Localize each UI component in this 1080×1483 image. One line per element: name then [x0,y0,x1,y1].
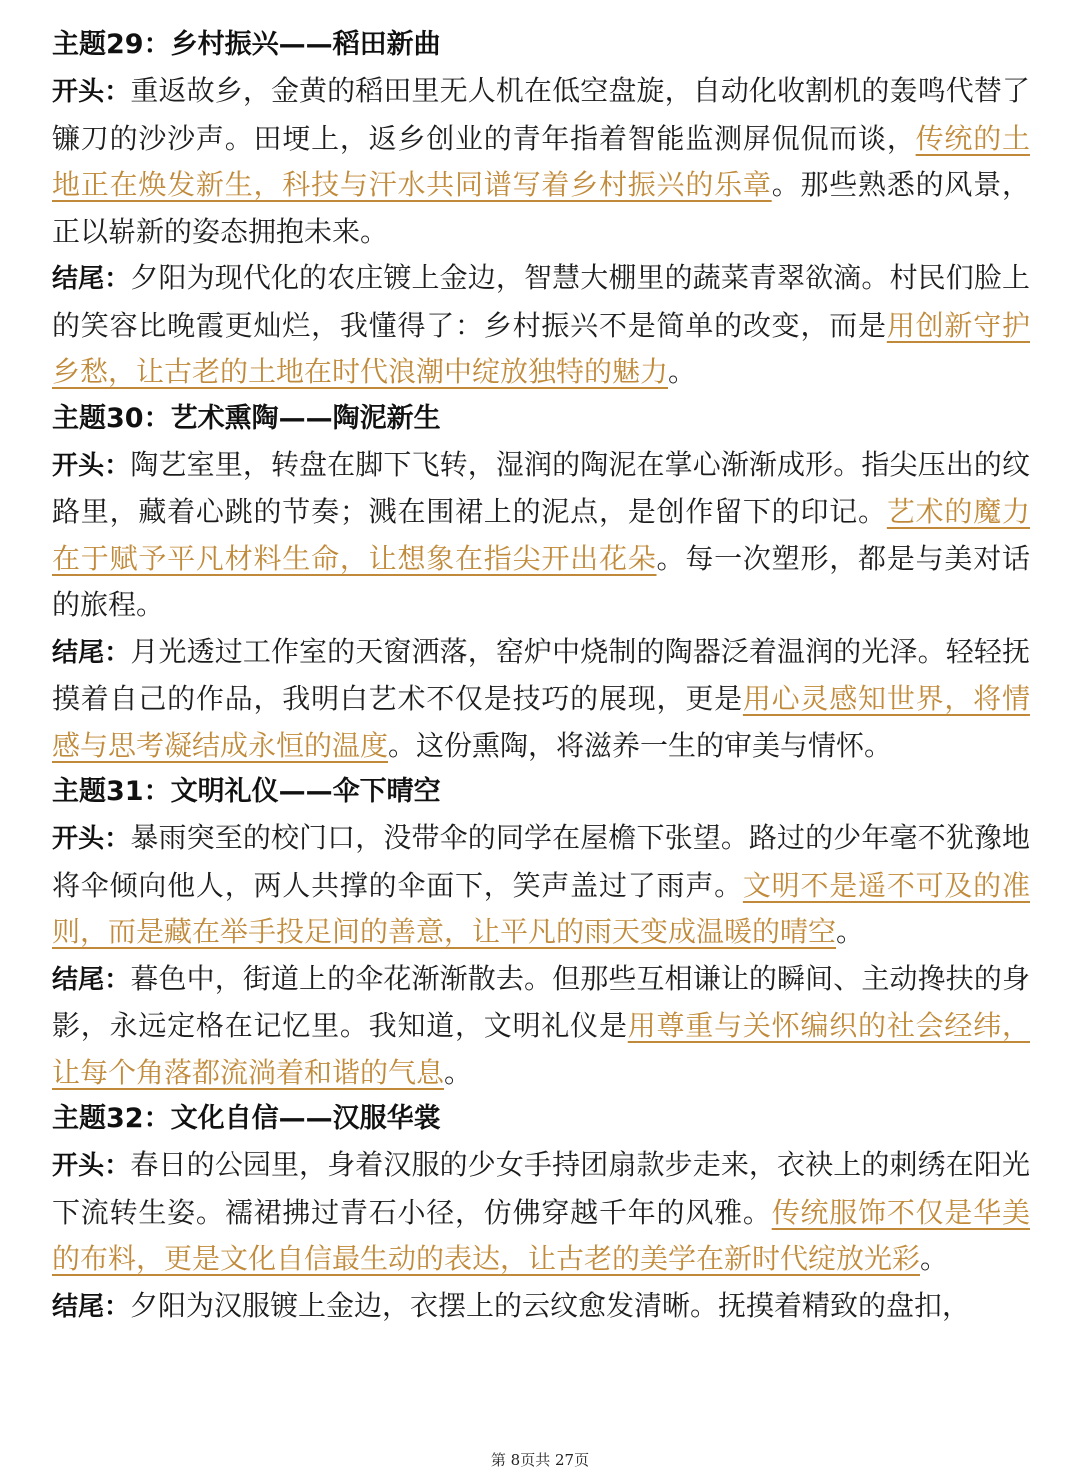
opening-label: 开头： [52,824,131,854]
ending-label: 结尾： [52,964,131,995]
footer-suffix: 页 [574,1451,590,1469]
highlighted-sentence: 艺术的魔力在于赋予平凡材料生命，让想象在指尖开出花朵 [52,495,1030,575]
ending-tail: 。 [444,1055,473,1089]
opening-text: 重返故乡，金黄的稻田里无人机在低空盘旋，自动化收割机的轰鸣代替了镰刀的沙沙声。田埂上，返乡创业的青年指着智能监测屏侃侃而谈， [52,74,1030,155]
current-page-number: 8 [510,1451,521,1469]
opening-text: 陶艺室里，转盘在脚下飞转，湿润的陶泥在掌心渐渐成形。指尖压出的纹路里，藏着心跳的节奏；溅在围裙上的泥点，是创作留下的印记。 [52,447,1030,528]
ending-label: 结尾： [52,264,131,294]
opening-label: 开头： [52,77,131,107]
opening-paragraph [52,1142,1030,1283]
opening-tail: 。每一次塑形，都是与美对话的旅程。 [52,541,1030,621]
section-title: 主题30：艺术熏陶——陶泥新生 [52,402,441,434]
section-29 [52,22,1030,396]
highlighted-sentence: 用心灵感知世界，将情感与思考凝结成永恒的温度 [52,682,1030,762]
ending-paragraph [52,1283,1030,1331]
section-title: 主题29：乡村振兴——稻田新曲 [52,29,441,60]
ending-tail: 。这份熏陶，将滋养一生的审美与情怀。 [388,728,893,762]
document-page [52,22,1030,1330]
footer-middle: 页共 [520,1451,555,1469]
opening-paragraph [52,68,1030,255]
highlighted-sentence: 传统的土地正在焕发新生，科技与汗水共同谱写着乡村振兴的乐章 [52,121,1030,201]
highlighted-sentence: 用创新守护乡愁，让古老的土地在时代浪潮中绽放独特的魅力 [52,308,1030,388]
ending-text: 夕阳为汉服镀上金边，衣摆上的云纹愈发清晰。抚摸着精致的盘扣， [130,1288,971,1322]
section-32 [52,1096,1030,1330]
ending-label: 结尾： [52,1291,131,1322]
opening-text: 暴雨突至的校门口，没带伞的同学在屋檐下张望。路过的少年毫不犹豫地将伞倾向他人，两人共撑的伞面下，笑声盖过了雨声。 [52,821,1030,902]
ending-text: 夕阳为现代化的农庄镀上金边，智慧大棚里的蔬菜青翠欲滴。村民们脸上的笑容比晚霞更灿烂，我懂得了：乡村振兴不是简单的改变，而是 [52,261,1030,342]
opening-tail: 。那些熟悉的风景，正以崭新的姿态拥抱未来。 [52,168,1030,248]
section-31 [52,769,1030,1096]
opening-tail: 。 [836,915,865,948]
ending-label: 结尾： [52,637,131,668]
ending-tail: 。 [668,355,697,388]
page-footer [0,1450,1080,1470]
section-title: 主题31：文明礼仪——伞下晴空 [52,776,441,807]
ending-paragraph [52,629,1030,770]
highlighted-sentence: 用尊重与关怀编织的社会经纬，让每个角落都流淌着和谐的气息 [52,1009,1030,1089]
opening-tail: 。 [920,1242,949,1275]
opening-label: 开头： [52,450,131,481]
ending-text: 月光透过工作室的天窗洒落，窑炉中烧制的陶器泛着温润的光泽。轻轻抚摸着自己的作品，我明白艺术不仅是技巧的展现，更是 [52,634,1030,715]
opening-paragraph [52,442,1030,629]
section-title: 主题32：文化自信——汉服华裳 [52,1103,441,1134]
section-30 [52,396,1030,770]
highlighted-sentence: 传统服饰不仅是华美的布料，更是文化自信最生动的表达，让古老的美学在新时代绽放光彩 [52,1195,1030,1275]
opening-label: 开头： [52,1151,131,1181]
opening-paragraph [52,815,1030,956]
ending-text: 暮色中，街道上的伞花渐渐散去。但那些互相谦让的瞬间、主动搀扶的身影，永远定格在记忆里。我知道，文明礼仪是 [52,961,1030,1042]
ending-paragraph [52,956,1030,1097]
footer-prefix: 第 [490,1451,511,1469]
opening-text: 春日的公园里，身着汉服的少女手持团扇款步走来，衣袂上的刺绣在阳光下流转生姿。襦裙拂过青石小径，仿佛穿越千年的风雅。 [52,1148,1030,1229]
total-page-count: 27 [555,1451,575,1469]
ending-paragraph [52,255,1030,396]
highlighted-sentence: 文明不是遥不可及的准则，而是藏在举手投足间的善意，让平凡的雨天变成温暖的晴空 [52,868,1030,948]
